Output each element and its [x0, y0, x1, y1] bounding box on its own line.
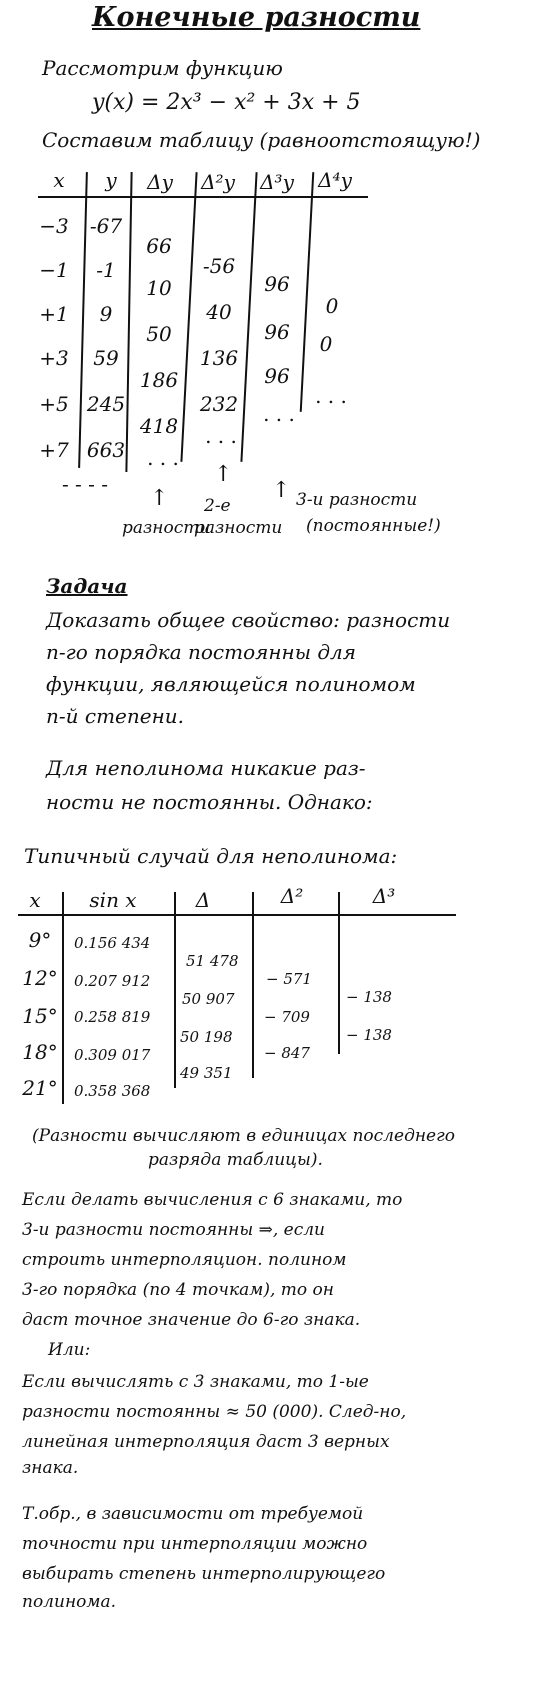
t1-header-d2: Δ²y [201, 170, 235, 194]
t1-d1: 186 [139, 368, 179, 392]
note-line-1: (Разности вычисляют в единицах последнего [32, 1126, 455, 1146]
task-line: Доказать общее свойство: разности [46, 608, 451, 632]
t2-header-x: x [29, 888, 41, 912]
t2-x: 12° [22, 966, 58, 990]
t1-x: +7 [39, 438, 69, 462]
t1-y: 9 [99, 302, 113, 326]
t2-header-rule [18, 914, 456, 916]
t1-d2-ellipsis: . . . [205, 424, 237, 448]
t1-header-d4: Δ⁴y [318, 168, 352, 192]
paragraph-1-line: 3-и разности постоянны ⇒, если [22, 1220, 325, 1240]
label-third-bottom: (постоянные!) [306, 516, 441, 536]
t2-header-d3: Δ³ [372, 884, 396, 908]
label-third-top: 3-и разности [296, 490, 418, 510]
paragraph-3-line: выбирать степень интерполирующего [22, 1564, 386, 1584]
t1-header-d3: Δ³y [260, 170, 294, 194]
t1-d2: 40 [206, 300, 232, 324]
or-label: Или: [48, 1340, 91, 1360]
t1-d4: 0 [319, 332, 333, 356]
t1-x: +5 [39, 392, 69, 416]
t1-col-rule-5 [300, 172, 315, 412]
t1-y: 245 [86, 392, 126, 416]
t1-x: +3 [39, 346, 69, 370]
t2-sin: 0.358 368 [74, 1082, 151, 1100]
page-title: Конечные разности [92, 2, 421, 33]
t1-y: -1 [96, 258, 116, 282]
t2-sin: 0.258 819 [74, 1008, 151, 1026]
paragraph-2-line: знака. [22, 1458, 79, 1478]
t1-d1-ellipsis: . . . [147, 446, 179, 470]
t2-header-d1: Δ [195, 888, 211, 912]
t2-d1: 50 907 [182, 990, 235, 1008]
t1-d2: 232 [199, 392, 239, 416]
paragraph-3-line: точности при интерполяции можно [22, 1534, 368, 1554]
t1-x: −3 [39, 214, 69, 238]
t2-d3: − 138 [346, 988, 392, 1006]
t1-d4-ellipsis: . . . [315, 384, 347, 408]
task-line: n-го порядка постоянны для [46, 640, 357, 664]
paragraph-1-line: Если делать вычисления с 6 знаками, то [22, 1190, 403, 1210]
t1-d1: 66 [146, 234, 172, 258]
t1-d1: 10 [146, 276, 172, 300]
label-second-bottom: разности [194, 518, 283, 538]
nonpoly-line: Для неполинома никакие раз- [46, 756, 366, 780]
t1-header-x: x [53, 168, 65, 192]
paragraph-2-line: разности постоянны ≈ 50 (000). След-но, [22, 1402, 407, 1422]
task-line: n-й степени. [46, 704, 185, 728]
t1-d2: -56 [202, 254, 236, 278]
t2-x: 21° [22, 1076, 58, 1100]
t2-d2: − 571 [266, 970, 312, 988]
arrow-up-icon: ↑ [272, 478, 291, 503]
t2-x: 9° [28, 928, 52, 952]
t1-x-ellipsis: - - - - [61, 472, 109, 496]
t1-y: -67 [89, 214, 123, 238]
t1-d2: 136 [199, 346, 239, 370]
paragraph-1-line: строить интерполяцион. полином [22, 1250, 347, 1270]
t2-header-sin: sin x [89, 888, 137, 912]
t1-d1: 418 [139, 414, 179, 438]
t1-header-y: y [105, 168, 117, 192]
intro-line-1: Рассмотрим функцию [42, 56, 283, 80]
t1-y: 59 [93, 346, 119, 370]
t1-x: +1 [39, 302, 69, 326]
intro-formula: y(x) = 2x³ − x² + 3x + 5 [92, 90, 361, 115]
t1-d3: 96 [264, 320, 290, 344]
t1-y: 663 [86, 438, 126, 462]
label-first-differences: разности [122, 518, 211, 538]
note-line-2: разряда таблицы). [148, 1150, 323, 1170]
paragraph-2-line: Если вычислять с 3 знаками, то 1-ые [22, 1372, 369, 1392]
arrow-up-icon: ↑ [214, 462, 233, 487]
t1-d3-ellipsis: . . . [263, 402, 295, 426]
t2-d2: − 709 [264, 1008, 310, 1026]
t2-d1: 50 198 [180, 1028, 233, 1046]
paragraph-1-line: даст точное значение до 6-го знака. [22, 1310, 361, 1330]
t2-header-d2: Δ² [280, 884, 304, 908]
t2-col-rule-2 [174, 892, 176, 1088]
t2-col-rule-3 [252, 892, 254, 1078]
t1-x: −1 [39, 258, 69, 282]
t1-d3: 96 [264, 364, 290, 388]
t2-d1: 49 351 [180, 1064, 233, 1082]
task-heading: Задача [46, 574, 128, 598]
t1-d4: 0 [325, 294, 339, 318]
task-line: функции, являющейся полиномом [46, 672, 416, 696]
t2-d1: 51 478 [186, 952, 239, 970]
paragraph-3-line: Т.обр., в зависимости от требуемой [22, 1504, 364, 1524]
t2-col-rule-4 [338, 892, 340, 1054]
t1-header-rule [38, 196, 368, 198]
t2-x: 18° [22, 1040, 58, 1064]
t1-header-d1: Δy [147, 170, 173, 194]
nonpoly-line: ности не постоянны. Однако: [46, 790, 373, 814]
arrow-up-icon: ↑ [150, 486, 169, 511]
t2-x: 15° [22, 1004, 58, 1028]
t2-sin: 0.207 912 [74, 972, 151, 990]
t2-d3: − 138 [346, 1026, 392, 1044]
paragraph-3-line: полинома. [22, 1592, 117, 1612]
t2-d2: − 847 [264, 1044, 310, 1062]
label-second-top: 2-е [204, 496, 231, 516]
t2-sin: 0.309 017 [74, 1046, 151, 1064]
intro-line-2: Составим таблицу (равноотстоящую!) [42, 128, 481, 152]
typical-case-heading: Типичный случай для неполинома: [24, 844, 398, 868]
t2-sin: 0.156 434 [74, 934, 151, 952]
paragraph-1-line: 3-го порядка (по 4 точкам), то он [22, 1280, 334, 1300]
t1-d1: 50 [146, 322, 172, 346]
paragraph-2-line: линейная интерполяция даст 3 верных [22, 1432, 390, 1452]
t1-d3: 96 [264, 272, 290, 296]
t2-col-rule-1 [62, 892, 64, 1104]
